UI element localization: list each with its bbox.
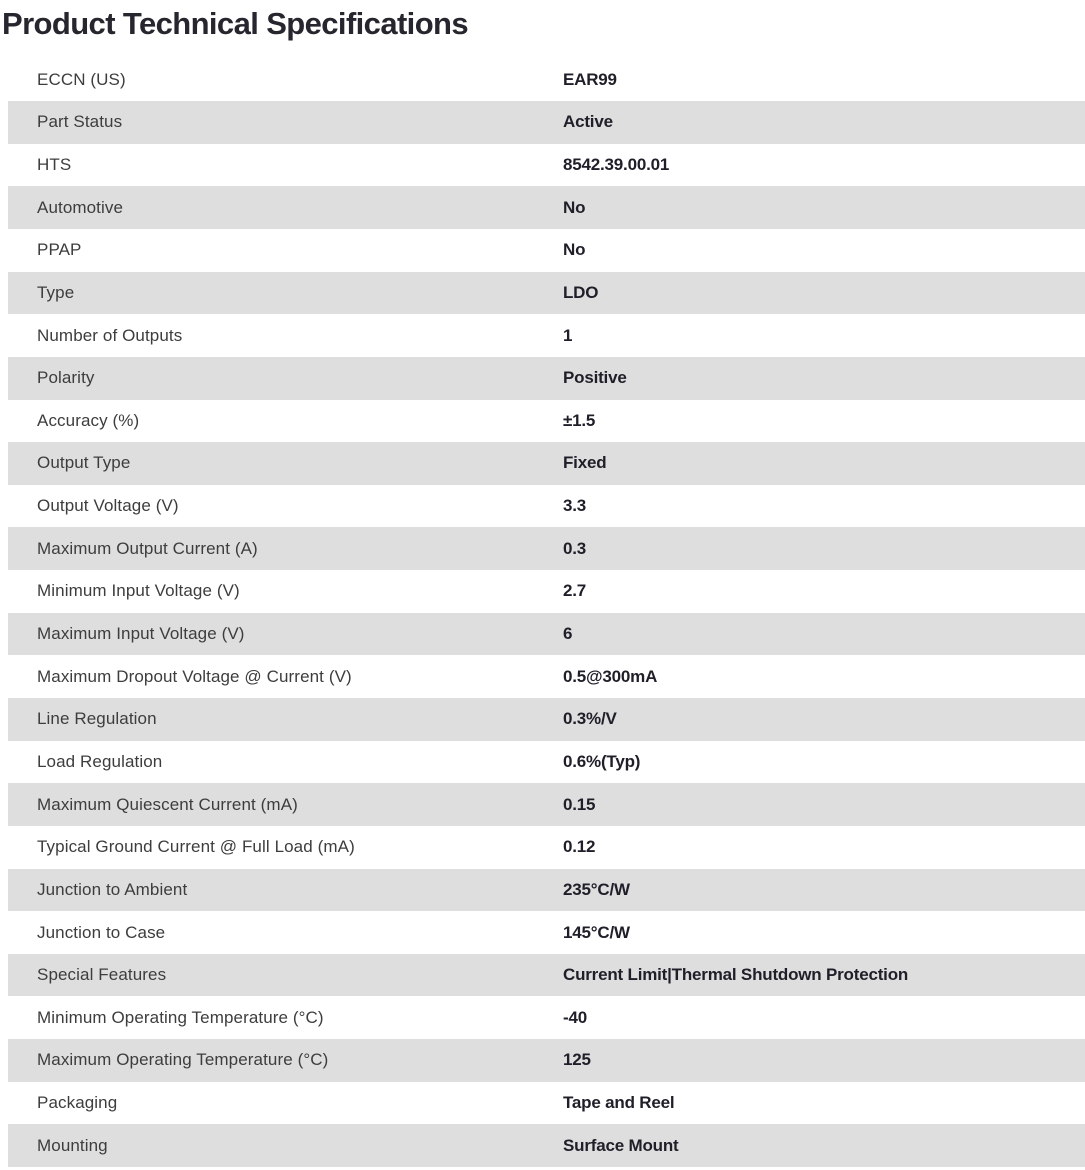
spec-label: Automotive	[37, 197, 124, 217]
table-row	[8, 783, 1085, 826]
spec-label: Accuracy (%)	[37, 410, 140, 430]
spec-value: 1	[563, 325, 573, 345]
table-row	[8, 442, 1085, 485]
table-row	[8, 485, 1085, 528]
spec-value: EAR99	[563, 69, 617, 89]
page-title: Product Technical Specifications	[2, 6, 469, 41]
spec-label: Junction to Ambient	[37, 879, 188, 899]
table-row	[8, 655, 1085, 698]
spec-label: Part Status	[37, 112, 123, 132]
spec-value: 0.3%/V	[563, 709, 617, 729]
spec-label: ECCN (US)	[37, 69, 126, 89]
table-row	[8, 101, 1085, 144]
spec-label: Maximum Output Current (A)	[37, 538, 258, 558]
table-row	[8, 954, 1085, 997]
table-row	[8, 911, 1085, 954]
spec-label: Load Regulation	[37, 751, 163, 771]
table-row	[8, 186, 1085, 229]
table-row	[8, 698, 1085, 741]
table-row	[8, 272, 1085, 315]
spec-value: 125	[563, 1050, 591, 1070]
table-row	[8, 357, 1085, 400]
table-row	[8, 229, 1085, 272]
spec-label: Mounting	[37, 1135, 108, 1155]
table-row	[8, 58, 1085, 101]
spec-value: Fixed	[563, 453, 607, 473]
spec-value: 0.6%(Typ)	[563, 751, 641, 771]
table-row	[8, 400, 1085, 443]
spec-label: Type	[37, 282, 75, 302]
spec-label: Minimum Input Voltage (V)	[37, 581, 240, 601]
spec-value: -40	[563, 1007, 587, 1027]
spec-value: LDO	[563, 282, 599, 302]
table-row	[8, 527, 1085, 570]
table-row	[8, 314, 1085, 357]
spec-value: 6	[563, 624, 573, 644]
spec-value: 0.5@300mA	[563, 666, 658, 686]
table-row	[8, 741, 1085, 784]
spec-value: 0.12	[563, 837, 596, 857]
spec-label: Typical Ground Current @ Full Load (mA)	[37, 837, 355, 857]
spec-value: 0.3	[563, 538, 587, 558]
spec-value: ±1.5	[563, 410, 596, 430]
table-row	[8, 613, 1085, 656]
spec-value: No	[563, 240, 586, 260]
spec-label: Maximum Input Voltage (V)	[37, 624, 245, 644]
spec-value: 235°C/W	[563, 879, 630, 899]
spec-value: Positive	[563, 368, 627, 388]
spec-value: 145°C/W	[563, 922, 630, 942]
spec-value: 3.3	[563, 496, 587, 516]
table-row	[8, 144, 1085, 187]
spec-label: Packaging	[37, 1093, 118, 1113]
spec-label: Special Features	[37, 965, 167, 985]
spec-value: Surface Mount	[563, 1135, 679, 1155]
table-row	[8, 1124, 1085, 1167]
spec-label: Junction to Case	[37, 922, 166, 942]
spec-label: Minimum Operating Temperature (°C)	[37, 1007, 324, 1027]
spec-label: Number of Outputs	[37, 325, 183, 345]
spec-label: Maximum Quiescent Current (mA)	[37, 794, 298, 814]
spec-value: Tape and Reel	[563, 1093, 675, 1113]
spec-label: Maximum Dropout Voltage @ Current (V)	[37, 666, 352, 686]
spec-table	[8, 58, 1085, 1167]
table-row	[8, 1082, 1085, 1125]
spec-label: PPAP	[37, 240, 82, 260]
spec-label: Output Type	[37, 453, 131, 473]
spec-label: Line Regulation	[37, 709, 157, 729]
spec-label: Polarity	[37, 368, 95, 388]
spec-value: Current Limit|Thermal Shutdown Protection	[563, 965, 909, 985]
table-row	[8, 996, 1085, 1039]
table-row	[8, 1039, 1085, 1082]
table-row	[8, 570, 1085, 613]
spec-label: Output Voltage (V)	[37, 496, 179, 516]
spec-value: 0.15	[563, 794, 596, 814]
spec-value: 2.7	[563, 581, 587, 601]
spec-value: Active	[563, 112, 613, 132]
table-row	[8, 826, 1085, 869]
spec-label: Maximum Operating Temperature (°C)	[37, 1050, 329, 1070]
spec-label: HTS	[37, 154, 72, 174]
spec-value: 8542.39.00.01	[563, 154, 670, 174]
spec-value: No	[563, 197, 586, 217]
table-row	[8, 869, 1085, 912]
